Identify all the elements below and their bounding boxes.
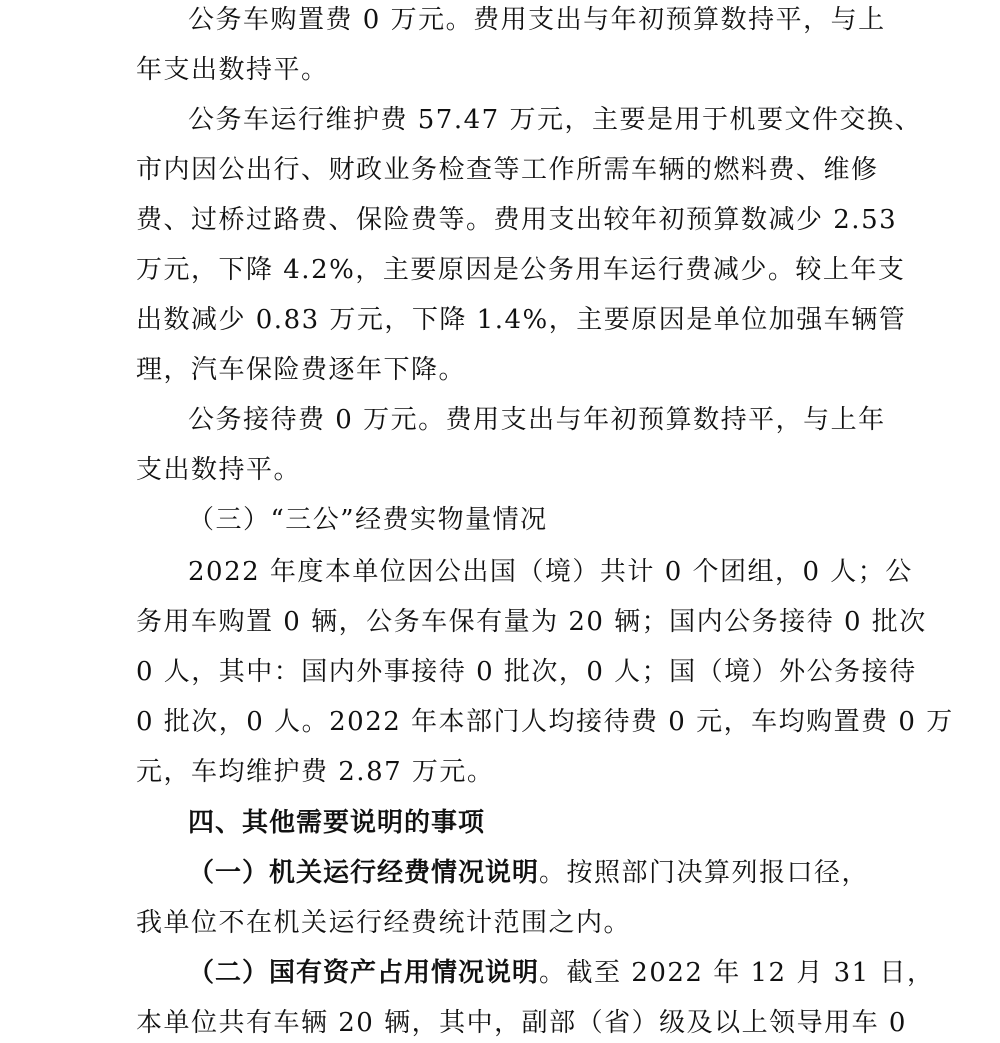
paragraph-line: 市内因公出行、财政业务检查等工作所需车辆的燃料费、维修 — [136, 155, 879, 185]
paragraph-line: 出数减少 0.83 万元，下降 1.4%，主要原因是单位加强车辆管 — [136, 305, 907, 335]
paragraph-line: 公务车购置费 0 万元。费用支出与年初预算数持平，与上 — [188, 5, 886, 35]
subsection-heading: （一）机关运行经费情况说明 — [188, 858, 540, 888]
paragraph-line: 费、过桥过路费、保险费等。费用支出较年初预算数减少 2.53 — [136, 205, 898, 235]
paragraph-line — [188, 958, 934, 988]
paragraph-line: 0 批次，0 人。2022 年本部门人均接待费 0 元，车均购置费 0 万 — [136, 707, 954, 737]
section-heading: 四、其他需要说明的事项 — [188, 808, 486, 838]
paragraph-line: 元，车均维护费 2.87 万元。 — [136, 757, 495, 787]
paragraph-line: 我单位不在机关运行经费统计范围之内。 — [136, 908, 632, 938]
paragraph-line: 万元，下降 4.2%，主要原因是公务用车运行费减少。较上年支 — [136, 255, 906, 285]
paragraph-line: 公务车运行维护费 57.47 万元，主要是用于机要文件交换、 — [188, 105, 922, 135]
paragraph-line: 2022 年度本单位因公出国（境）共计 0 个团组，0 人；公 — [188, 557, 913, 587]
paragraph-line: 年支出数持平。 — [136, 55, 329, 85]
paragraph-line: 本单位共有车辆 20 辆，其中，副部（省）级及以上领导用车 0 — [136, 1008, 907, 1038]
paragraph-line: 公务接待费 0 万元。费用支出与年初预算数持平，与上年 — [188, 405, 886, 435]
paragraph-line: 理，汽车保险费逐年下降。 — [136, 355, 467, 385]
paragraph-text: 。截至 2022 年 12 月 31 日， — [539, 958, 935, 988]
subsection-heading: （三）“三公”经费实物量情况 — [188, 505, 548, 535]
paragraph-line — [188, 858, 869, 888]
paragraph-line: 务用车购置 0 辆，公务车保有量为 20 辆；国内公务接待 0 批次 — [136, 607, 927, 637]
paragraph-text: 。按照部门决算列报口径， — [539, 858, 870, 888]
paragraph-line: 支出数持平。 — [136, 455, 302, 485]
paragraph-line: 0 人，其中：国内外事接待 0 批次，0 人；国（境）外公务接待 — [136, 657, 917, 687]
subsection-heading: （二）国有资产占用情况说明 — [188, 958, 540, 988]
